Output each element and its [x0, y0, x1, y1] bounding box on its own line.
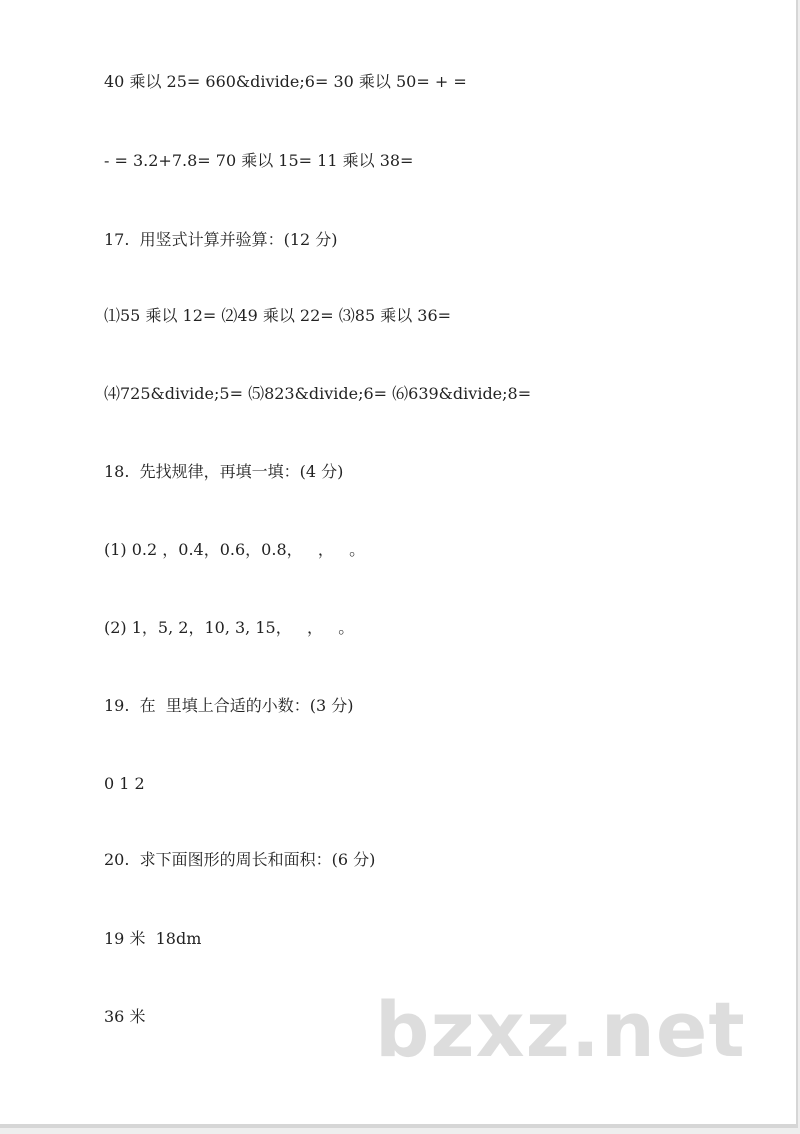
- question-17-items-2: ⑷725&divide;5= ⑸823&divide;6= ⑹639&divide;8=: [104, 384, 532, 403]
- question-19-heading: 19. 在 里填上合适的小数：(3 分): [104, 696, 354, 715]
- text-line-calculations-1: 40 乘以 25= 660&divide;6= 30 乘以 50= + =: [104, 72, 467, 91]
- question-17-items-1: ⑴55 乘以 12= ⑵49 乘以 22= ⑶85 乘以 36=: [104, 306, 452, 325]
- figure-dimension-labels: 19 米 18dm: [104, 929, 202, 948]
- site-watermark: bzxz.net: [375, 985, 746, 1074]
- question-18-sequence-1: (1) 0.2 ，0.4，0.6，0.8， ， 。: [104, 540, 366, 559]
- question-18-heading: 18. 先找规律，再填一填：(4 分): [104, 462, 344, 481]
- question-20-heading: 20. 求下面图形的周长和面积：(6 分): [104, 850, 376, 869]
- text-line-calculations-2: - = 3.2+7.8= 70 乘以 15= 11 乘以 38=: [104, 151, 414, 170]
- question-18-sequence-2: (2) 1，5, 2，10, 3, 15， ， 。: [104, 618, 355, 637]
- question-17-heading: 17. 用竖式计算并验算：(12 分): [104, 230, 338, 249]
- number-line-labels: 0 1 2: [104, 774, 145, 793]
- figure-base-label: 36 米: [104, 1007, 146, 1026]
